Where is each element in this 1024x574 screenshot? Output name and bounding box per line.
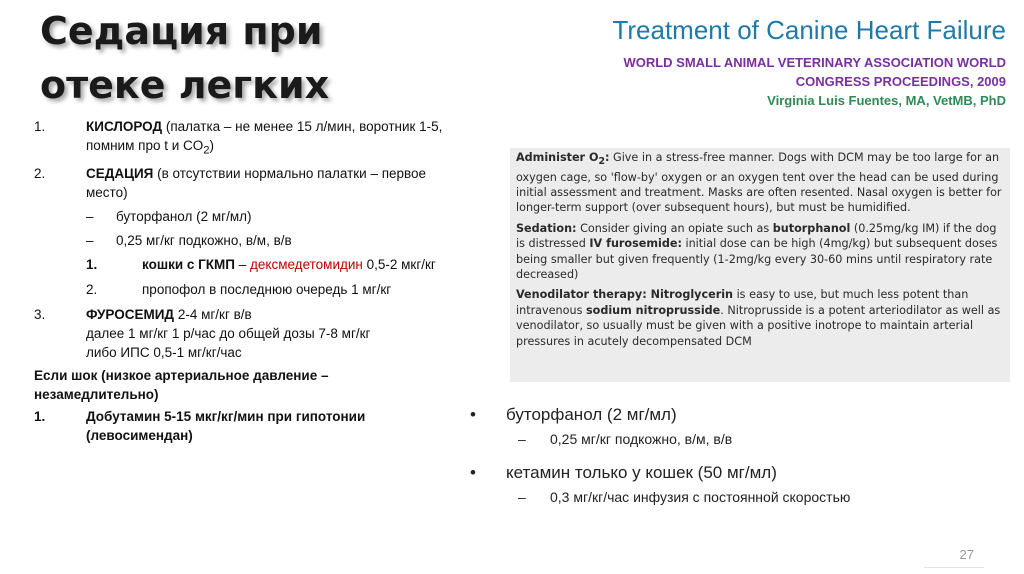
sedation-text: (в отсутствии нормально палатки – первое место): [86, 165, 427, 200]
dosage-item: [470, 402, 1010, 428]
dosage-text: кетамин только у кошек (50 мг/мл): [506, 463, 777, 482]
furosemide-line2: далее 1 мг/кг 1 р/час до общей дозы 7-8 мг/кг: [86, 325, 371, 341]
excerpt-nitroprusside: sodium nitroprusside: [585, 303, 721, 317]
list-number: 1.: [34, 119, 46, 134]
dash-text: 0,25 мг/кг подкожно, в/м, в/в: [116, 232, 292, 248]
slide-title: Седация при отеке легких: [40, 9, 330, 107]
reference-header: [606, 14, 1006, 110]
dosage-sub-text: 0,25 мг/кг подкожно, в/м, в/в: [550, 431, 733, 447]
dosage-sub-item: [470, 428, 1010, 450]
cats-dose: 0,5-2 мкг/кг: [362, 256, 436, 272]
excerpt-butorphanol: butorphanol: [772, 221, 851, 235]
dosage-list: [470, 402, 1010, 518]
excerpt-text: Consider giving an opiate such as: [576, 221, 773, 235]
furosemide-label: ФУРОСЕМИД: [86, 306, 175, 322]
dosage-text: буторфанол (2 мг/мл): [506, 405, 677, 424]
list-item-furosemide: [34, 305, 454, 362]
list-number: 2.: [34, 165, 46, 181]
excerpt-oxygen-text: Give in a stress-free manner. Dogs with DCM may be too large for an oxygen cage, so 'flow-by' oxygen or an oxygen tent over the head can be used during initial assessment and treatment. Masks are often resented. Nasal oxygen is better for longer-term support (over subsequent hours), but must be humidified.: [516, 151, 1002, 215]
reference-title: Treatment of Canine Heart Failure: [612, 15, 1006, 45]
dash-marker: –: [518, 489, 526, 505]
excerpt-image: [510, 148, 1010, 382]
excerpt-text: . Nitroprusside is a potent arteriodilator as well as venodilator, so usually must be given with a positive inotrope to maintain arterial pressures in acutely decompensated DCM: [516, 303, 1001, 348]
sub-number: 1.: [86, 256, 98, 272]
shock-note: [34, 366, 454, 404]
excerpt-text: (0.25mg/kg IM) if the dog is distressed: [516, 221, 997, 251]
excerpt-oxygen-heading: Administer O: [516, 151, 599, 164]
treatment-list: [34, 117, 454, 445]
excerpt-sedation-heading: Sedation:: [516, 221, 577, 235]
oxygen-label: КИСЛОРОД: [86, 119, 163, 134]
dosage-item: [470, 460, 1010, 486]
excerpt-furosemide: IV furosemide:: [589, 237, 682, 251]
excerpt-venodilator-heading: Venodilator therapy: Nitroglycerin: [516, 288, 734, 302]
excerpt-text: initial dose can be high (4mg/kg) but subsequent doses being smaller but given frequently (1-2mg/kg every 30-60 mins until respiratory rate decreased): [516, 237, 998, 282]
sub-item-propofol: [34, 280, 454, 299]
dash-item: [34, 207, 454, 226]
excerpt-sedation: [516, 221, 1004, 283]
excerpt-venodilator: [516, 287, 1004, 349]
dash-text: буторфанол (2 мг/мл): [116, 208, 252, 224]
list-item-oxygen: [34, 117, 454, 161]
sedation-label: СЕДАЦИЯ: [86, 165, 154, 181]
dash-marker: –: [86, 232, 94, 248]
sub-number: 2.: [86, 281, 98, 297]
excerpt-oxygen: [516, 150, 1004, 216]
propofol-text: пропофол в последнюю очередь 1 мг/кг: [142, 281, 392, 297]
list-item-dobutamine: [34, 407, 454, 445]
oxygen-subscript: 2: [203, 144, 210, 157]
dash-item: [34, 231, 454, 250]
dexmedetomidine: дексмедетомидин: [250, 256, 363, 272]
dash-marker: –: [518, 431, 526, 447]
reference-author: Virginia Luis Fuentes, MA, VetMB, PhD: [767, 93, 1006, 108]
excerpt-colon: :: [604, 151, 610, 164]
dobutamine-text: Добутамин 5-15 мкг/кг/мин при гипотонии (левосимендан): [86, 408, 366, 443]
excerpt-subscript: 2: [598, 156, 605, 168]
bullet-marker: •: [470, 463, 476, 482]
furosemide-dose: 2-4 мг/кг в/в: [174, 306, 252, 322]
dosage-sub-text: 0,3 мг/кг/час инфузия с постоянной скоростью: [550, 489, 851, 505]
furosemide-line3: либо ИПС 0,5-1 мг/кг/час: [86, 344, 242, 360]
oxygen-text-end: ): [209, 138, 215, 153]
list-number: 3.: [34, 306, 46, 322]
list-item-sedation: [34, 164, 454, 202]
dash-marker: –: [86, 208, 94, 224]
footer-divider: [924, 567, 984, 568]
bullet-marker: •: [470, 405, 476, 424]
cats-dash: –: [234, 256, 250, 272]
shock-text: Если шок (низкое артериальное давление – незамедлительно): [34, 367, 329, 402]
list-number: 1.: [34, 408, 46, 424]
excerpt-text: is easy to use, but much less potent than intravenous: [516, 288, 969, 317]
oxygen-text: (палатка – не менее 15 л/мин, воротник 1-5, помним про t и CO: [86, 119, 443, 153]
sub-item-cats: [34, 255, 454, 274]
reference-source: WORLD SMALL ANIMAL VETERINARY ASSOCIATION WORLD CONGRESS PROCEEDINGS, 2009: [623, 55, 1006, 89]
page-number: 27: [959, 547, 974, 562]
cats-label: кошки с ГКМП: [142, 256, 235, 272]
dosage-sub-item: [470, 486, 1010, 508]
